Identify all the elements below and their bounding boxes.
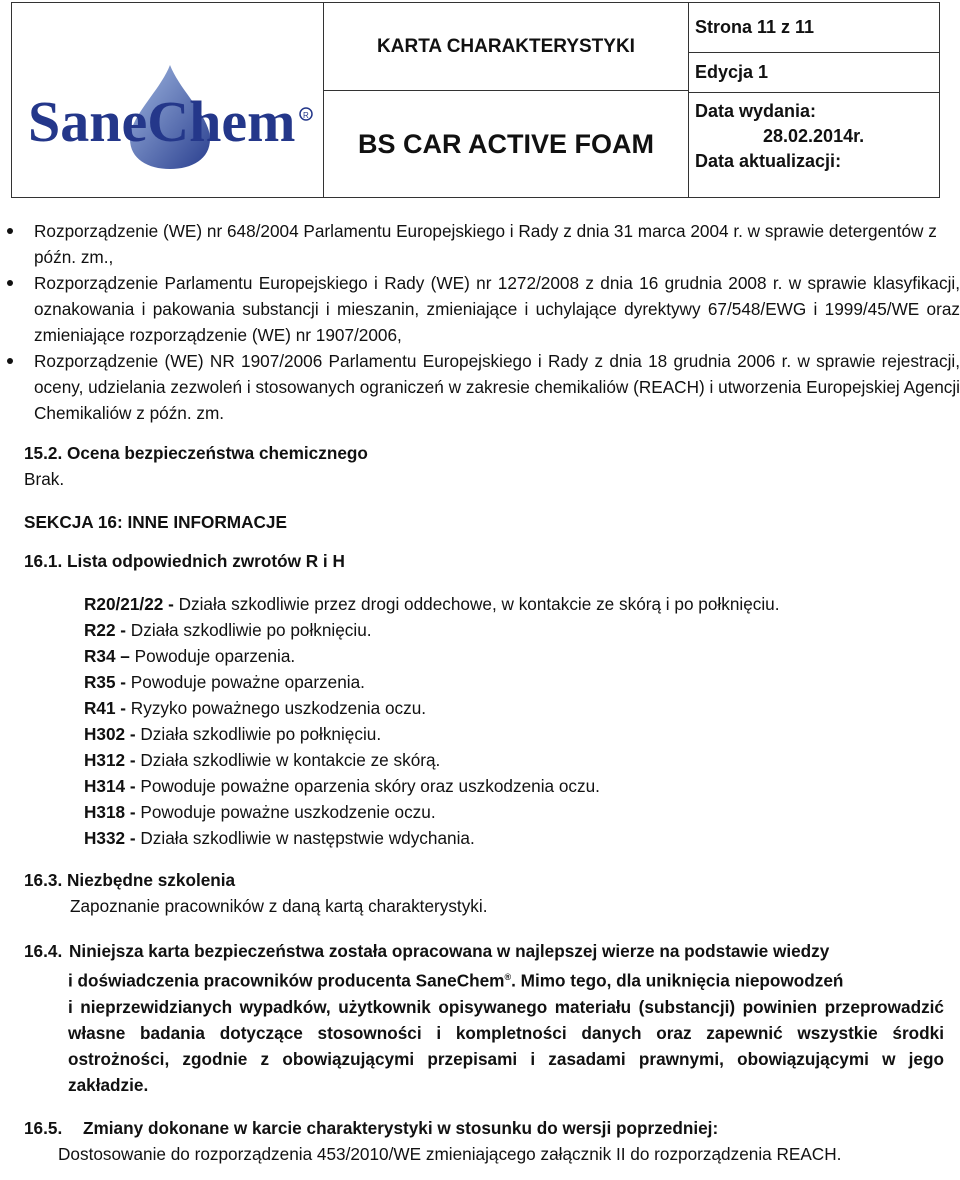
list-item: R35 - Powoduje poważne oparzenia. [84,672,365,692]
section-16-5-text: Dostosowanie do rozporządzenia 453/2010/WE zmieniającego załącznik II do rozporządzenia REACH. [58,1143,842,1164]
title-cell [324,3,689,197]
page-number: Strona 11 z 11 [689,3,939,53]
section-16-5 [24,1115,960,1141]
meta-cell [689,3,939,197]
sanechem-logo [20,61,320,171]
phrase-list [24,591,960,851]
section-16-title: SEKCJA 16: INNE INFORMACJE [24,512,287,532]
header-table [11,2,940,198]
section-16-4-line3: i nieprzewidzianych wypadków, użytkownik opisywanego materiału (substancji) powinien przeprowadzić własne badania dotyczące stosowności i kompletności danych oraz zapewnić wszystkie środki ostrożności, zgodnie z obowiązującymi przepisami i zasadami prawnymi, obowiązującymi w jego zakładzie. [68,996,944,1095]
list-item: R22 - Działa szkodliwie po połknięciu. [84,620,372,640]
section-15-2-text: Brak. [24,469,65,489]
list-item: Rozporządzenie (WE) nr 648/2004 Parlamentu Europejskiego i Rady z dnia 31 marca 2004 r. w sprawie detergentów z późn. zm., [24,218,960,270]
section-15-2-title: 15.2. Ocena bezpieczeństwa chemicznego [24,443,368,463]
list-item: H314 - Powoduje poważne oparzenia skóry oraz uszkodzenia oczu. [84,776,600,796]
list-item: H302 - Działa szkodliwie po połknięciu. [84,724,382,744]
issue-date: 28.02.2014r. [763,126,865,146]
section-16-3-title: 16.3. Niezbędne szkolenia [24,870,236,890]
list-item: R34 – Powoduje oparzenia. [84,646,296,666]
list-item: H312 - Działa szkodliwie w kontakcie ze skórą. [84,750,441,770]
logo-text: SaneChem [28,89,296,154]
regulation-list [24,218,960,426]
section-16-4-line1: Niniejsza karta bezpieczeństwa została opracowana w najlepszej wierze na podstawie wiedzy [69,941,830,961]
product-name: BS CAR ACTIVE FOAM [358,128,654,159]
section-16-4-number: 16.4. [24,941,63,961]
logo-cell [12,3,324,197]
section-16-1-title: 16.1. Lista odpowiednich zwrotów R i H [24,551,345,571]
edition: Edycja 1 [689,53,939,93]
list-item: H318 - Powoduje poważne uszkodzenie oczu. [84,802,436,822]
update-label: Data aktualizacji: [695,151,842,171]
document-body [24,218,960,1167]
list-item: H332 - Działa szkodliwie w następstwie wdychania. [84,828,475,848]
section-16-3-text: Zapoznanie pracowników z daną kartą charakterystyki. [70,896,488,916]
section-16-4-body [24,964,944,1098]
svg-text:R: R [303,111,309,120]
list-item: R20/21/22 - Działa szkodliwie przez drogi oddechowe, w kontakcie ze skórą i po połknięciu. [84,594,780,614]
dates [689,93,939,197]
section-16-5-number: 16.5. [24,1117,63,1138]
section-16-4-line2: i doświadczenia pracowników producenta SaneChem®. Mimo tego, dla uniknięcia niepowodzeń [68,970,844,991]
list-item: R41 - Ryzyko poważnego uszkodzenia oczu. [84,698,427,718]
issue-label: Data wydania: [695,101,817,121]
list-item: Rozporządzenie Parlamentu Europejskiego i Rady (WE) nr 1272/2008 z dnia 16 grudnia 2008 r. w sprawie klasyfikacji, oznakowania i pakowania substancji i mieszanin, zmieniające i uchylające dyrektywy 67/548/EWG i 1999/45/WE oraz zmieniające rozporządzenie (WE) nr 1907/2006, [24,270,960,348]
section-16-4 [24,938,944,964]
list-item: Rozporządzenie (WE) NR 1907/2006 Parlamentu Europejskiego i Rady z dnia 18 grudnia 2006 r. w sprawie rejestracji, oceny, udzielania zezwoleń i stosowanych ograniczeń w zakresie chemikaliów (REACH) i utworzenia Europejskiej Agencji Chemikaliów z późn. zm. [24,348,960,426]
section-16-5-title: Zmiany dokonane w karcie charakterystyki w stosunku do wersji poprzedniej: [83,1117,719,1138]
doc-type: KARTA CHARAKTERYSTYKI [324,3,688,91]
